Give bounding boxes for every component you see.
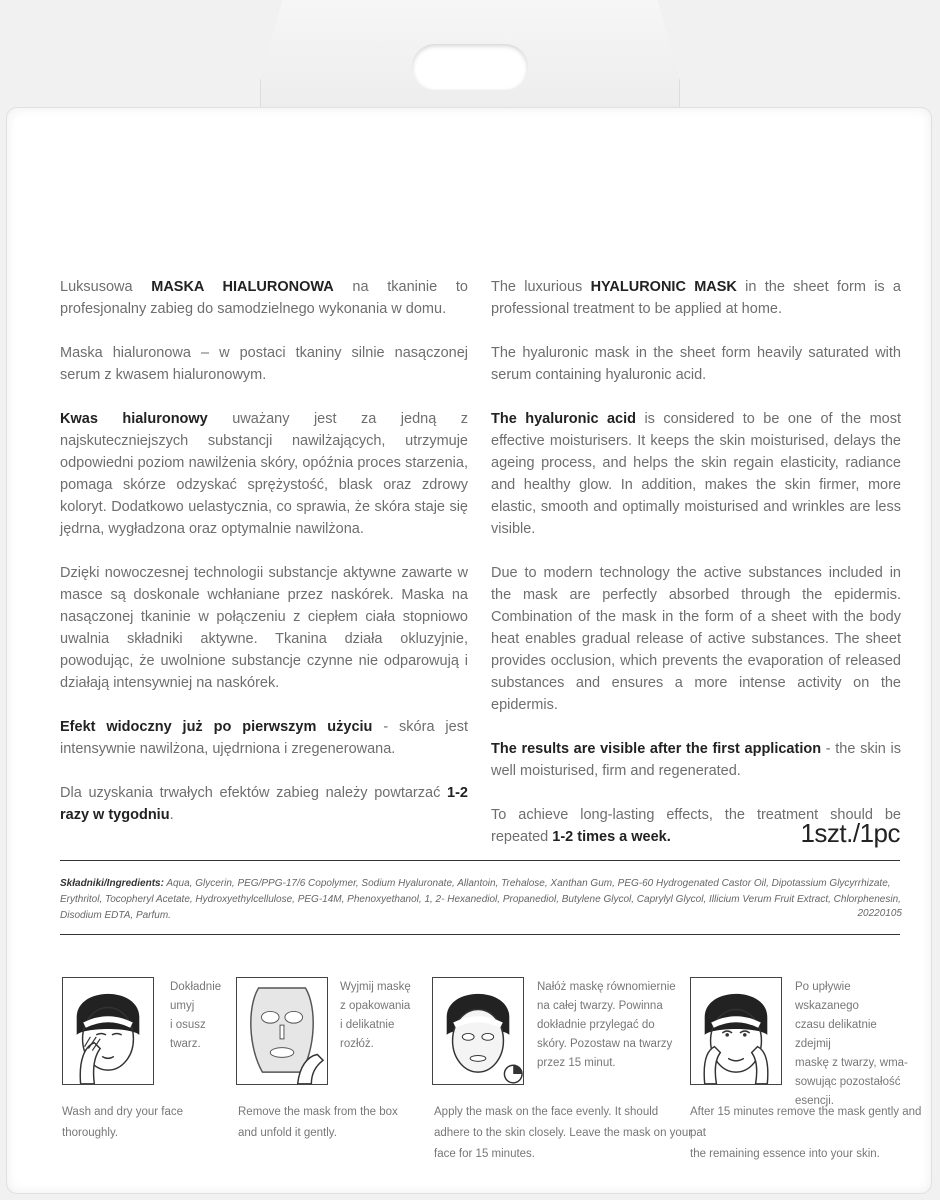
step2-en-text: Remove the mask from the box and unfold it gently. [238,1106,398,1139]
pl-effect: Efekt widoczny już po pierwszym użyciu - skóra jest intensywnie nawilżona, ujędrniona i zregenerowana. [60,719,468,757]
en-mask-description: The hyaluronic mask in the sheet form heavily saturated with serum containing hyaluronic acid. [491,345,901,383]
sheet-mask-icon [236,977,328,1085]
step1-en-text: Wash and dry your face thoroughly. [62,1106,184,1139]
step3-pl-text: Nałóż maskę równomiernie na całej twarzy. Powinna dokładnie przylegać do skóry. Pozostaw na twarzy przez 15 minut. [537,981,676,1069]
ingredients-list: Składniki/Ingredients: Aqua, Glycerin, PEG/PPG-17/6 Copolymer, Sodium Hyaluronate, Allantoin, Trehalose, Xanthan Gum, PEG-60 Hydrogenated Castor Oil, Dipotassium Glycyrrhizate, Erythritol, Tocopheryl Acetate, Hydroxyethylcellulose, PEG-14M, Phenoxyethanol, 1, 2- Hexanediol, Propanediol, Butylene Glycol, Caprylyl Glycol, Illicium Verum Fruit Extract, Chlorphenesin, Disodium EDTA, Parfum. [60,878,901,921]
patting-face-icon [690,977,782,1085]
quantity-label: 1szt./1pc [800,818,900,848]
batch-code: 20220105 [857,908,902,919]
step1-pl-text: Dokładnie umyj i osusz twarz. [170,981,222,1050]
step4-en-text: After 15 minutes remove the mask gently and pat the remaining essence into your skin. [690,1106,922,1160]
step2-pl-text: Wyjmij maskę z opakowania i delikatnie rozłóż. [340,981,411,1050]
step4-pl-text: Po upływie wskazanego czasu delikatnie zdejmij maskę z twarzy, wma- sowując pozostałość esencji. [795,981,908,1107]
pl-frequency: Dla uzyskania trwałych efektów zabieg należy powtarzać 1-2 razy w tygodniu. [60,785,468,823]
en-hyaluronic-acid: The hyaluronic acid is considered to be one of the most effective moisturisers. It keeps the skin moisturised, delays the ageing process, and helps the skin regain elasticity, radiance and healthy glow. In addition, makes the skin firmer, more elastic, smooth and optimally moisturised and wrinkles are less visible. [491,411,901,537]
pl-intro: Luksusowa MASKA HIALURONOWA na tkaninie to profesjonalny zabieg do samodzielnego wykonania w domu. [60,279,468,317]
divider-bottom [60,934,900,935]
polish-description [60,276,468,848]
english-description [491,276,901,870]
en-technology: Due to modern technology the active substances included in the mask are perfectly absorbed through the epidermis. Combination of the mask in the form of a sheet with the body heat enables gradual release of active substances. The sheet provides occlusion, which prevents the evaporation of released substances and ensures a more intense activity on the epidermis. [491,565,901,713]
pl-hyaluronic-acid: Kwas hialuronowy uważany jest za jedną z najskuteczniejszych substancji nawilżających, utrzymuje odpowiedni poziom nawilżenia skóry, opóźnia proces starzenia, pomaga skórze odzyskać sprężystość, blask oraz zdrowy koloryt. Dodatkowo uelastycznia, co sprawia, że skóra staje się jędrna, wygładzona oraz optymalnie nawilżona. [60,411,468,537]
step3-en-text: Apply the mask on the face evenly. It should adhere to the skin closely. Leave the mask on your face for 15 minutes. [434,1106,693,1160]
face-with-mask-icon [432,977,524,1085]
hang-hole [412,44,528,90]
pl-technology: Dzięki nowoczesnej technologii substancje aktywne zawarte w masce są doskonale wchłaniane przez naskórek. Maska na nasączonej tkaninie w połączeniu z ciepłem ciała stopniowo uwalnia składniki aktywne. Tkanina działa okluzyjnie, powodując, że uwolnione substancje czynne nie odparowują i działają intensywniej na naskórek. [60,565,468,691]
en-effect: The results are visible after the first application - the skin is well moisturised, firm and regenerated. [491,741,901,779]
en-frequency: To achieve long-lasting effects, the treatment should be repeated 1-2 times a week. [491,807,901,845]
en-intro: The luxurious HYALURONIC MASK in the sheet form is a professional treatment to be applied at home. [491,279,902,317]
divider-top [60,860,900,861]
face-washing-icon [62,977,154,1085]
pl-mask-description: Maska hialuronowa – w postaci tkaniny silnie nasączonej serum z kwasem hialuronowym. [60,345,468,383]
